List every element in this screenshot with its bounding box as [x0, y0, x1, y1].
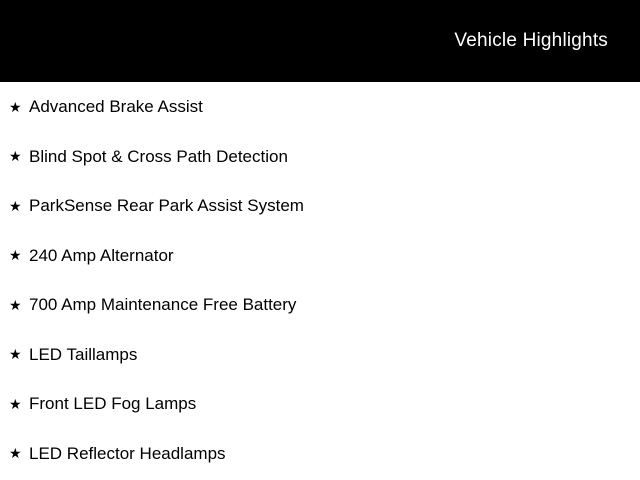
star-icon: ★	[9, 247, 22, 264]
list-item-label: Blind Spot & Cross Path Detection	[29, 146, 288, 166]
list-item-label: LED Taillamps	[29, 344, 138, 364]
list-item-label: 700 Amp Maintenance Free Battery	[29, 295, 297, 315]
list-item-label: LED Reflector Headlamps	[29, 443, 226, 463]
list-item	[0, 280, 640, 330]
star-icon: ★	[9, 98, 22, 115]
star-icon: ★	[9, 445, 22, 462]
list-item	[0, 379, 640, 429]
list-item	[0, 181, 640, 231]
header-bar	[0, 0, 640, 82]
star-icon: ★	[9, 395, 22, 412]
star-icon: ★	[9, 296, 22, 313]
list-item	[0, 231, 640, 281]
list-item-label: 240 Amp Alternator	[29, 245, 174, 265]
list-item-label: Advanced Brake Assist	[29, 97, 203, 117]
page-title: Vehicle Highlights	[454, 30, 608, 51]
list-item-label: Front LED Fog Lamps	[29, 394, 197, 414]
list-item-label: ParkSense Rear Park Assist System	[29, 196, 304, 216]
vehicle-highlights-list	[0, 82, 640, 478]
list-item	[0, 330, 640, 380]
list-item	[0, 132, 640, 182]
star-icon: ★	[9, 197, 22, 214]
list-item	[0, 429, 640, 479]
star-icon: ★	[9, 148, 22, 165]
star-icon: ★	[9, 346, 22, 363]
list-item	[0, 82, 640, 132]
